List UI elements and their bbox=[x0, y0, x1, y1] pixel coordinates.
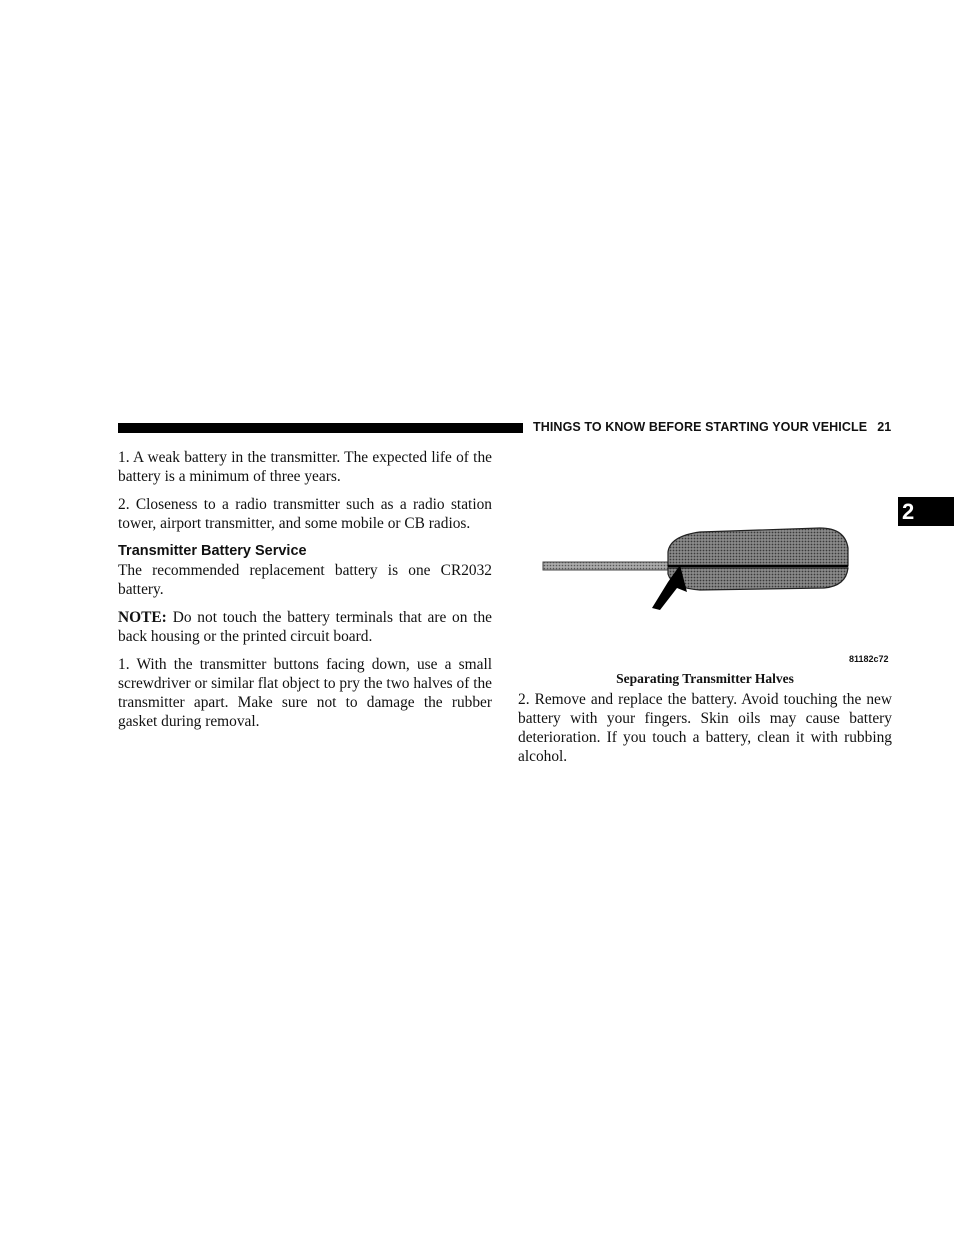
left-column bbox=[118, 448, 492, 740]
running-header bbox=[533, 420, 891, 434]
header-rule bbox=[118, 423, 523, 433]
right-column bbox=[518, 690, 892, 775]
fob-lower-half bbox=[668, 568, 848, 590]
key-blade bbox=[543, 562, 668, 570]
page-number: 21 bbox=[877, 420, 892, 434]
fob-upper-half bbox=[668, 528, 848, 566]
section-heading: Transmitter Battery Service bbox=[118, 543, 307, 559]
chapter-tab: 2 bbox=[898, 497, 954, 526]
figure-id: 81182c72 bbox=[849, 654, 889, 664]
paragraph-weak-battery: 1. A weak battery in the transmitter. The expected life of the battery is a minimum of three years. bbox=[118, 449, 492, 485]
paragraph-radio-closeness: 2. Closeness to a radio transmitter such as a radio station tower, airport transmitter, and some mobile or CB radios. bbox=[118, 496, 492, 532]
section-title: THINGS TO KNOW BEFORE STARTING YOUR VEHICLE bbox=[533, 420, 868, 434]
paragraph-replacement-battery: The recommended replacement battery is one CR2032 battery. bbox=[118, 562, 492, 598]
paragraph-replace-battery: 2. Remove and replace the battery. Avoid touching the new battery with your fingers. Skin oils may cause battery deterioration. If you touch a battery, clean it with rubbing alcohol. bbox=[518, 691, 892, 765]
note-paragraph bbox=[118, 608, 492, 646]
transmitter-illustration bbox=[540, 522, 890, 642]
figure-caption: Separating Transmitter Halves bbox=[616, 671, 794, 686]
paragraph-pry-apart: 1. With the transmitter buttons facing down, use a small screwdriver or similar flat object to pry the two halves of the transmitter apart. Make sure not to damage the rubber gasket during removal. bbox=[118, 656, 492, 730]
note-label: NOTE: bbox=[118, 609, 167, 626]
note-text: Do not touch the battery terminals that are on the back housing or the printed circuit board. bbox=[118, 609, 492, 645]
